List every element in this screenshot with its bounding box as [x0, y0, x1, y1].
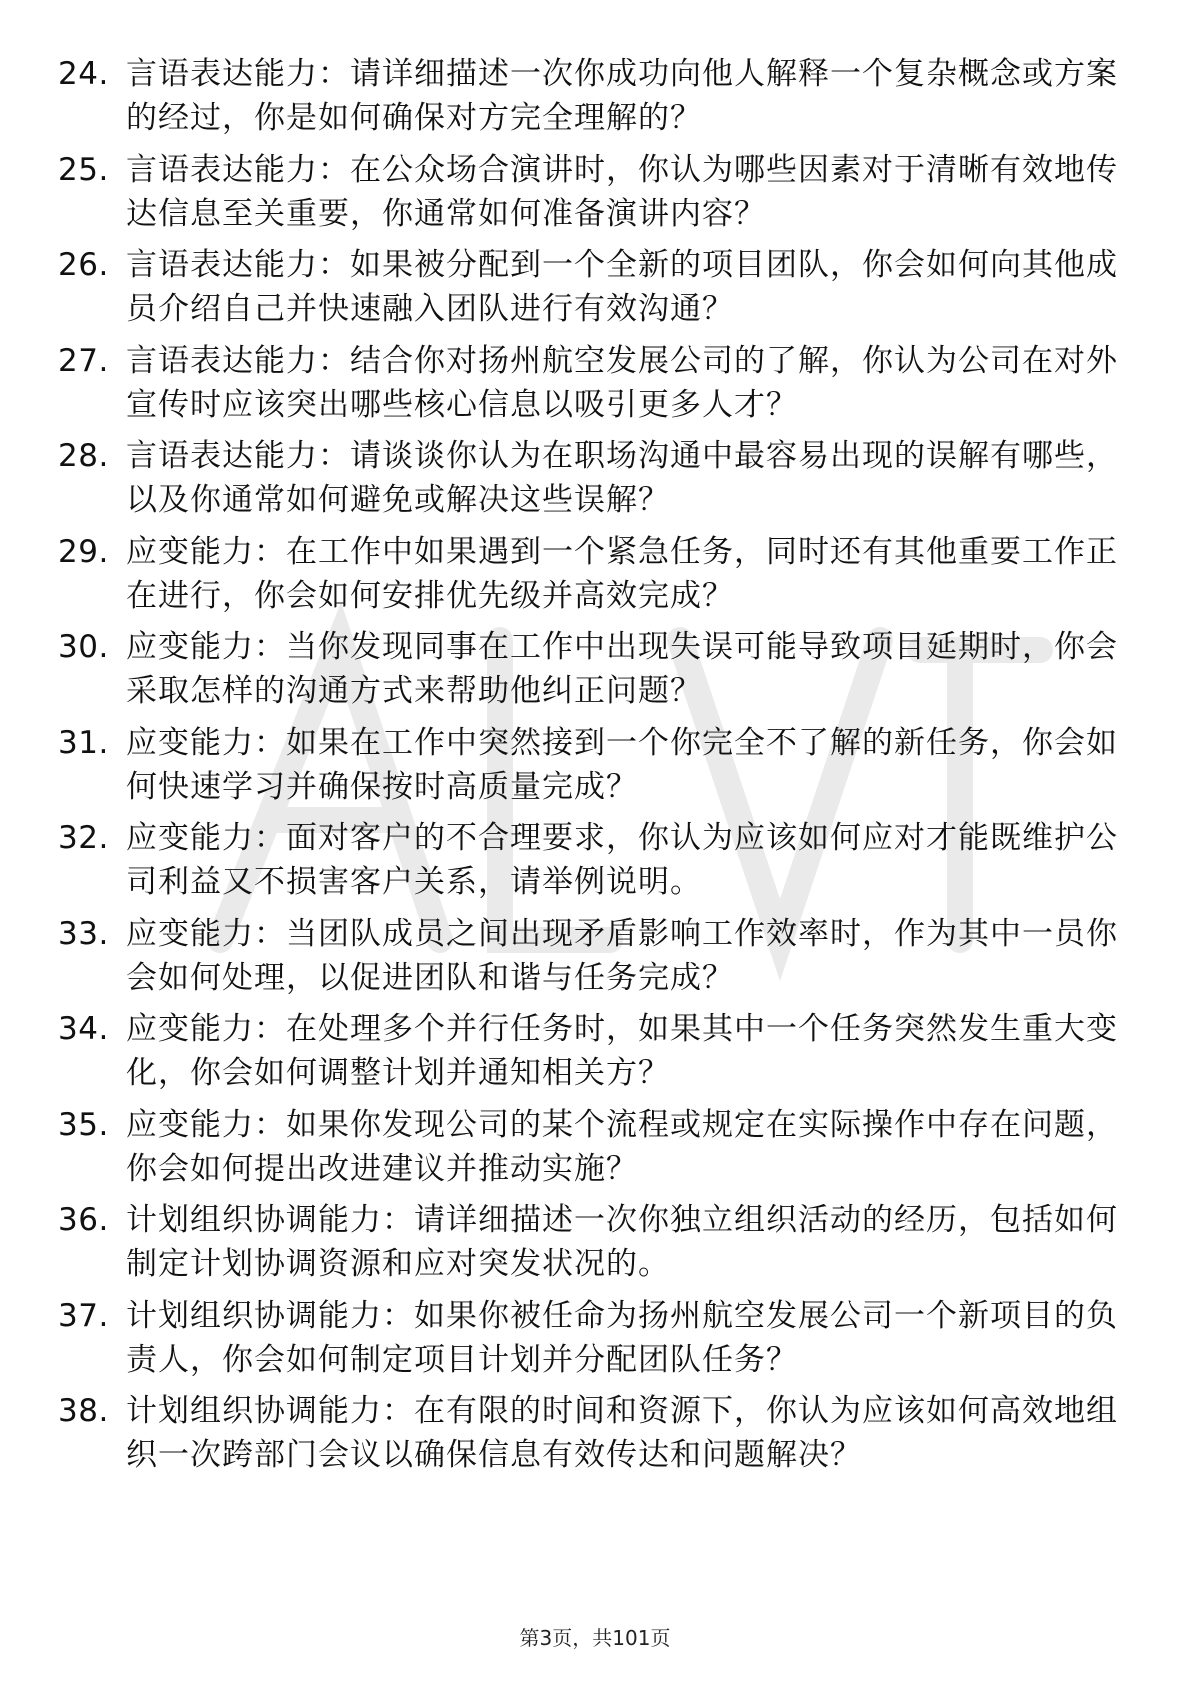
question-text: 言语表达能力：请详细描述一次你成功向他人解释一个复杂概念或方案的经过，你是如何确保对方完全理解的？	[126, 56, 1118, 136]
question-item	[58, 625, 1128, 721]
question-number: 31.	[58, 724, 109, 761]
question-number: 32.	[58, 820, 109, 856]
question-number: 29.	[58, 533, 109, 570]
question-text: 言语表达能力：在公众场合演讲时，你认为哪些因素对于清晰有效地传达信息至关重要，你通常如何准备演讲内容？	[126, 151, 1118, 232]
question-number: 30.	[58, 629, 109, 665]
question-item	[58, 243, 1128, 339]
question-number: 35.	[58, 1106, 109, 1143]
question-number: 25.	[58, 151, 109, 188]
page-footer	[0, 1622, 1190, 1651]
question-item	[58, 1294, 1128, 1390]
question-number: 26.	[58, 247, 109, 283]
question-number: 33.	[58, 915, 109, 952]
question-text: 计划组织协调能力：在有限的时间和资源下，你认为应该如何高效地组织一次跨部门会议以确保信息有效传达和问题解决？	[126, 1393, 1118, 1473]
question-text: 应变能力：当团队成员之间出现矛盾影响工作效率时，作为其中一员你会如何处理，以促进团队和谐与任务完成？	[126, 915, 1118, 996]
question-list	[58, 52, 1128, 1485]
question-text: 应变能力：在工作中如果遇到一个紧急任务，同时还有其他重要工作正在进行，你会如何安排优先级并高效完成？	[126, 533, 1118, 614]
question-text: 应变能力：在处理多个并行任务时，如果其中一个任务突然发生重大变化，你会如何调整计划并通知相关方？	[126, 1011, 1118, 1091]
page-number-label: 第3页，共101页	[519, 1626, 671, 1650]
question-number: 38.	[58, 1393, 109, 1429]
question-item	[58, 721, 1128, 817]
question-text: 应变能力：如果在工作中突然接到一个你完全不了解的新任务，你会如何快速学习并确保按时高质量完成？	[126, 724, 1118, 805]
question-text: 计划组织协调能力：如果你被任命为扬州航空发展公司一个新项目的负责人，你会如何制定项目计划并分配团队任务？	[126, 1297, 1118, 1378]
question-number: 37.	[58, 1297, 109, 1334]
question-text: 应变能力：如果你发现公司的某个流程或规定在实际操作中存在问题，你会如何提出改进建议并推动实施？	[126, 1106, 1118, 1187]
question-item	[58, 434, 1128, 530]
question-item	[58, 1198, 1128, 1294]
question-item	[58, 1103, 1128, 1199]
question-item	[58, 816, 1128, 912]
question-item	[58, 530, 1128, 626]
question-number: 24.	[58, 56, 109, 92]
question-item	[58, 339, 1128, 435]
question-item	[58, 52, 1128, 148]
question-item	[58, 1389, 1128, 1485]
question-text: 言语表达能力：结合你对扬州航空发展公司的了解，你认为公司在对外宣传时应该突出哪些核心信息以吸引更多人才？	[126, 342, 1118, 423]
question-number: 27.	[58, 342, 109, 379]
question-text: 计划组织协调能力：请详细描述一次你独立组织活动的经历，包括如何制定计划协调资源和应对突发状况的。	[126, 1202, 1118, 1282]
question-number: 34.	[58, 1011, 109, 1047]
question-item	[58, 148, 1128, 244]
question-item	[58, 912, 1128, 1008]
question-text: 应变能力：当你发现同事在工作中出现失误可能导致项目延期时，你会采取怎样的沟通方式来帮助他纠正问题？	[126, 629, 1118, 709]
question-text: 应变能力：面对客户的不合理要求，你认为应该如何应对才能既维护公司利益又不损害客户关系，请举例说明。	[126, 820, 1118, 900]
question-text: 言语表达能力：如果被分配到一个全新的项目团队，你会如何向其他成员介绍自己并快速融入团队进行有效沟通？	[126, 247, 1118, 327]
question-item	[58, 1007, 1128, 1103]
question-number: 28.	[58, 438, 109, 474]
question-text: 言语表达能力：请谈谈你认为在职场沟通中最容易出现的误解有哪些，以及你通常如何避免或解决这些误解？	[126, 438, 1118, 518]
question-number: 36.	[58, 1202, 109, 1238]
